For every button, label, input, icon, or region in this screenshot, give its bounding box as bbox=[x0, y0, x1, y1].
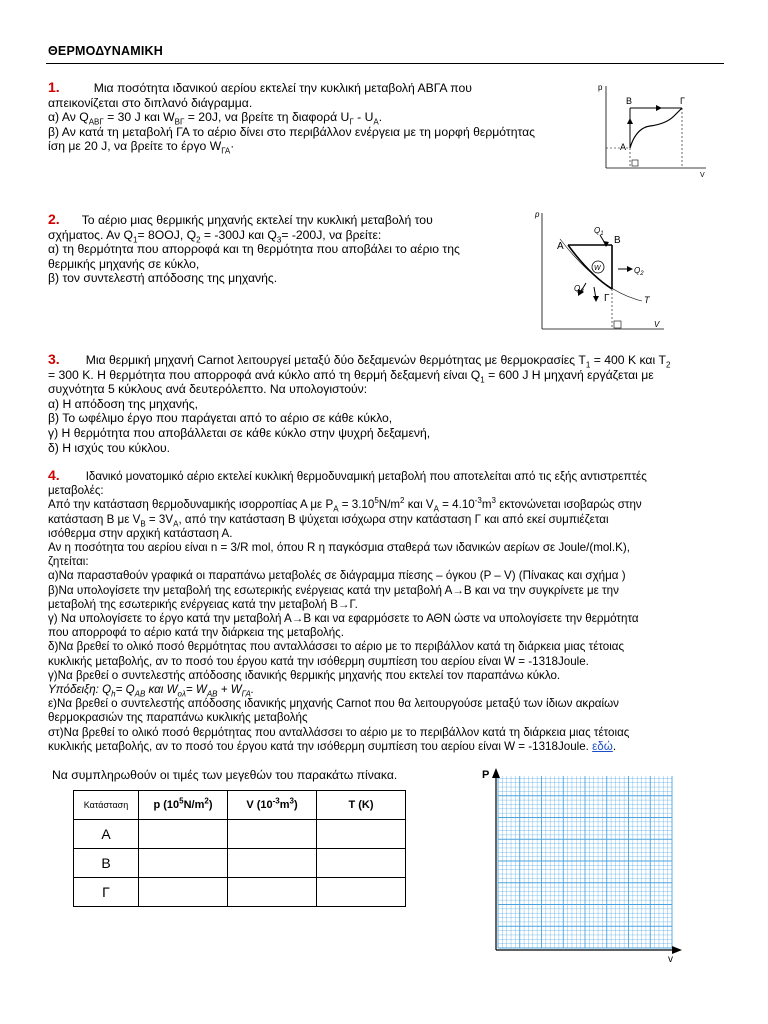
fig2-state-g: Γ bbox=[604, 293, 610, 304]
fig2-p-label: p bbox=[535, 210, 540, 219]
problem-4-line-18: θερμοκρασιών της παραπάνω κυκλικής μεταβολής bbox=[48, 711, 308, 725]
graph-paper bbox=[476, 762, 686, 962]
problem-2-line-3: α) τη θερμότητα που απορροφά και τη θερμότητα που αποβάλει το αέριο της bbox=[48, 242, 460, 257]
problem-4-line-13: δ)Να βρεθεί το ολικό ποσό θερμότητας που ανταλλάσσει το αέριο με το περιβάλλον κατά τη διάρκεια μιας τέτοιας bbox=[48, 640, 625, 654]
fig1-state-a: Α bbox=[620, 142, 627, 152]
problem-2-line-1: Το αέριο μιας θερμικής μηχανής εκτελεί την κυκλική μεταβολή του bbox=[81, 213, 433, 227]
problem-1-number: 1. bbox=[48, 79, 60, 95]
problem-1-line-5: ίση με 20 J, να βρείτε το έργο $W_{\Gamma A}\cdot$ bbox=[48, 139, 235, 156]
problem-3-line-1: 3. Μια θερμική μηχανή Carnot λειτουργεί μεταξύ δύο δεξαμενών θερμότητας με θερμοκρασίες $T_1 = 400$ K και $T_2$ bbox=[48, 351, 671, 370]
problem-4-line-1: 4. Ιδανικό μονατομικό αέριο εκτελεί κυκλική θερμοδυναμική μεταβολή που αποτελείται από τις εξής αντιστρεπτές bbox=[48, 467, 647, 483]
problem-4-line-14: κυκλικής μεταβολής, αν το ποσό του έργου κατά την ισόθερμη συμπίεση του αερίου είναι W = -1318Joule. bbox=[48, 654, 589, 668]
problem-1-line-2: απεικονίζεται στο διπλανό διάγραμμα. bbox=[48, 95, 253, 110]
cell-b-p[interactable] bbox=[139, 849, 228, 878]
cell-a-v[interactable] bbox=[228, 820, 317, 849]
problem-1-line-4: β) Αν κατά τη μεταβολή ΓΑ το αέριο δίνει στο περιβάλλον ενέργεια με τη μορφή θερμότητας bbox=[48, 124, 536, 139]
table-header-row bbox=[74, 791, 406, 820]
grid-v-label: v bbox=[668, 954, 673, 962]
cell-a-p[interactable] bbox=[139, 820, 228, 849]
problem-1-line-3: α) Αν $Q_{AB\Gamma} = 30$ J και $W_{B\Gamma} = 20J$, να βρείτε τη διαφορά $U_\Gamma - U_A$. bbox=[48, 110, 383, 127]
problem-3-line-5: β) Το ωφέλιμο έργο που παράγεται από το αέριο σε κάθε κύκλο, bbox=[48, 411, 393, 426]
problem-4-line-7: ζητείται: bbox=[48, 555, 89, 569]
fig1-v-label: V bbox=[700, 172, 705, 178]
fig2-q2-label: $Q_2$ bbox=[634, 266, 644, 277]
row-label-g: Γ bbox=[74, 878, 139, 907]
problem-4-line-6: Αν η ποσότητα του αερίου είναι n = 3/R mol, όπου R η παγκόσμια σταθερά των ιδανικών αερίων σε Joule/(mol.K), bbox=[48, 541, 630, 555]
problem-2-line-2: σχήματος. Αν $Q_1= 8OOJ$, $Q_2 = -300J$ και $Q_3= -200J$, να βρείτε: bbox=[48, 227, 382, 245]
header-rule bbox=[46, 63, 724, 64]
figure-2-pv-diagram bbox=[530, 205, 670, 337]
problem-4-hint: Υπόδειξη: $Q_h= Q_{AB}$ και $W_{o\lambda}= W_{AB} + W_{\Gamma A}$. bbox=[48, 683, 255, 699]
problem-3-line-4: α) Η απόδοση της μηχανής, bbox=[48, 396, 199, 411]
problem-4-line-12: που απορροφά το αέριο κατά την διάρκεια της μεταβολής. bbox=[48, 626, 344, 640]
problem-3-line-7: δ) Η ισχύς του κύκλου. bbox=[48, 440, 171, 455]
cell-g-t[interactable] bbox=[317, 878, 406, 907]
problem-3-line-2: = 300 K. Η θερμότητα που απορροφά ανά κύκλο από τη θερμή δεξαμενή είναι $Q_1 = 600$ J Η μηχανή εργάζεται με bbox=[48, 367, 654, 385]
col-header-state: Κατάσταση bbox=[74, 791, 139, 820]
problem-4-line-10: μεταβολή της εσωτερικής ενέργειας κατά την μεταβολή Β→Γ. bbox=[48, 597, 358, 611]
col-header-v: V $(10^{-3}m^3)$ bbox=[228, 791, 317, 820]
fig2-isotherm-label: T bbox=[644, 295, 650, 305]
problem-4-line-17: ε)Να βρεθεί ο συντελεστής απόδοσης ιδανικής μηχανής Carnot που θα λειτουργούσε μεταξύ των ίδιων ακραίων bbox=[48, 697, 619, 711]
cell-a-t[interactable] bbox=[317, 820, 406, 849]
problem-4-line-19: στ)Να βρεθεί το ολικό ποσό θερμότητας που ανταλλάσσει το αέριο με το περιβάλλον κατά τη διάρκεια μιας τέτοιας bbox=[48, 725, 630, 739]
problem-4-line-11: γ) Να υπολογίσετε το έργο κατά την μεταβολή Α→Β και να εφαρμόσετε το ΑΘΝ ώστε να υπολογίσετε την θερμότητα bbox=[48, 612, 639, 626]
problem-3-line-3: συχνότητα 5 κύκλους ανά δευτερόλεπτο. Να υπολογιστούν: bbox=[48, 382, 368, 397]
col-header-t: T (K) bbox=[317, 791, 406, 820]
problem-4-line-2: μεταβολές: bbox=[48, 484, 104, 498]
fig2-q1-label: $Q_1$ bbox=[594, 226, 604, 237]
table-row bbox=[74, 878, 406, 907]
fig2-state-a: Α bbox=[557, 241, 564, 252]
states-table bbox=[73, 790, 406, 907]
edo-link[interactable]: εδώ bbox=[592, 739, 613, 753]
problem-4-line-20: κυκλικής μεταβολής, αν το ποσό του έργου κατά την ισόθερμη συμπίεση του αερίου είναι W = -1318Joule. εδώ. bbox=[48, 739, 617, 753]
row-label-b: Β bbox=[74, 849, 139, 878]
problem-4-line-5: ισόθερμα στην αρχική κατάσταση Α. bbox=[48, 526, 233, 540]
problem-4-line-9: β)Να υπολογίσετε την μεταβολή της εσωτερικής ενέργειας κατά την μεταβολή Α→Β και να την συγκρίνετε με την bbox=[48, 583, 619, 597]
page-header: ΘΕΡΜΟΔΥΝΑΜΙΚΗ bbox=[48, 44, 163, 58]
problem-2-line-5: β) τον συντελεστή απόδοσης της μηχανής. bbox=[48, 271, 278, 286]
col-header-p: p $(10^5N/m^2)$ bbox=[139, 791, 228, 820]
problem-4-line-15: γ)Να βρεθεί ο συντελεστής απόδοσης ιδανικής θερμικής μηχανής που εκτελεί τον παραπάνω κύκλο. bbox=[48, 668, 561, 682]
problem-4-line-4: κατάσταση Β με $V_B = 3V_A$, από την κατάσταση Β ψύχεται ισόχωρα στην κατάσταση Γ και από εκεί συμπιέζεται bbox=[48, 512, 609, 528]
table-intro: Να συμπληρωθούν οι τιμές των μεγεθών του παρακάτω πίνακα. bbox=[52, 768, 398, 782]
table-row bbox=[74, 849, 406, 878]
fig2-state-b: Β bbox=[614, 235, 621, 246]
grid-p-label: P bbox=[482, 769, 490, 781]
fig1-p-label: p bbox=[598, 83, 603, 92]
problem-3-line-6: γ) Η θερμότητα που αποβάλλεται σε κάθε κύκλο στην ψυχρή δεξαμενή, bbox=[48, 425, 431, 440]
figure-1-pv-diagram bbox=[596, 80, 710, 178]
problem-4-line-8: α)Να παρασταθούν γραφικά οι παραπάνω μεταβολές σε διάγραμμα πίεσης – όγκου (P – V) (Πίνακας και σχήμα ) bbox=[48, 569, 626, 583]
problem-4-line-3: Από την κατάσταση θερμοδυναμικής ισορροπίας Α με $P_A = 3.10^5N/m^2$ και $V_A = 4.10^{-3}m^3$ εκτονώνεται ισοβαρώς στην bbox=[48, 496, 642, 514]
problem-2-number: 2. bbox=[48, 211, 60, 227]
problem-3 bbox=[48, 352, 720, 455]
fig2-q3-label: $Q_3$ bbox=[574, 284, 584, 295]
cell-b-v[interactable] bbox=[228, 849, 317, 878]
fig2-v-label: V bbox=[654, 320, 660, 329]
cell-b-t[interactable] bbox=[317, 849, 406, 878]
fig2-work-label: W bbox=[594, 265, 601, 272]
problem-2-line-4: θερμικής μηχανής σε κύκλο, bbox=[48, 256, 200, 271]
row-label-a: Α bbox=[74, 820, 139, 849]
problem-1-line-1: Μια ποσότητα ιδανικού αερίου εκτελεί την κυκλική μεταβολή ΑΒΓΑ που bbox=[93, 81, 472, 95]
cell-g-p[interactable] bbox=[139, 878, 228, 907]
cell-g-v[interactable] bbox=[228, 878, 317, 907]
table-row bbox=[74, 820, 406, 849]
grid-lines bbox=[498, 776, 672, 948]
fig1-state-b: Β bbox=[626, 96, 633, 106]
fig1-state-g: Γ bbox=[680, 96, 685, 106]
problem-4 bbox=[48, 468, 720, 754]
